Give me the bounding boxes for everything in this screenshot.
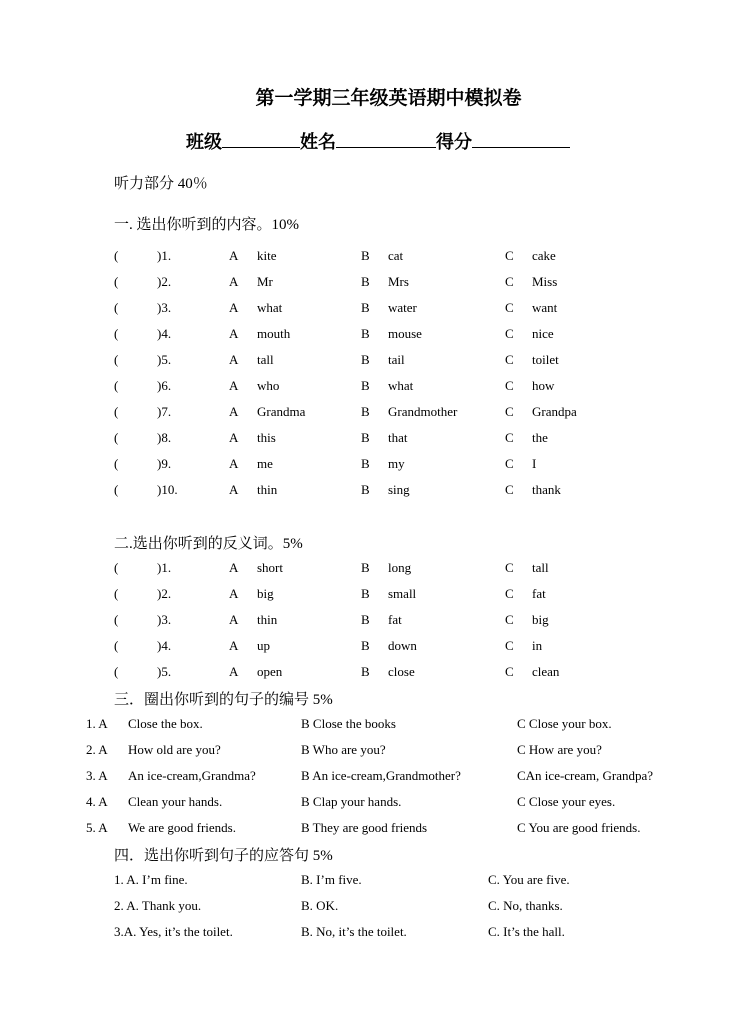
section2-b: fat [388,612,402,627]
class-label: 班级 [186,132,222,152]
section3-a: We are good friends. [128,820,236,835]
section1-paren: ( [114,326,119,341]
section1-item [0,248,737,268]
section1-title: 一. 选出你听到的内容。10% [114,217,299,233]
section1-c-label: C [505,326,514,341]
section1-num: )3. [157,300,172,315]
section1-a-label: A [229,430,239,445]
class-blank[interactable] [222,129,300,148]
section2-a-label: A [229,560,239,575]
section3-num: 1. A [86,716,108,731]
section2-paren: ( [114,612,119,627]
section2-num: )5. [157,664,172,679]
section2-num: )4. [157,638,172,653]
section1-a-label: A [229,274,239,289]
section1-b: water [388,300,417,315]
section2-num: )2. [157,586,172,601]
section1-item [0,378,737,398]
section2-num: )3. [157,612,172,627]
section4-item [0,924,737,944]
section2-b-label: B [361,664,370,679]
section1-c: thank [532,482,561,497]
listening-heading: 听力部分 40％ [114,176,208,192]
section4-a: 3.A. Yes, it’s the toilet. [114,924,233,939]
section2-c: fat [532,586,546,601]
section4-c: C. No, thanks. [488,898,563,913]
section2-b-label: B [361,586,370,601]
section1-b: sing [388,482,410,497]
section1-paren: ( [114,482,119,497]
section1-a-label: A [229,456,239,471]
section3-item [0,742,737,762]
student-info-line [186,128,570,154]
section1-num: )10. [157,482,178,497]
section3-num: 3. A [86,768,108,783]
section1-num: )6. [157,378,172,393]
section1-c: how [532,378,555,393]
section2-a-label: A [229,638,239,653]
section1-b: tail [388,352,405,367]
section1-c: toilet [532,352,559,367]
section4-c: C. It’s the hall. [488,924,565,939]
section1-num: )5. [157,352,172,367]
section1-item [0,430,737,450]
section1-c-label: C [505,352,514,367]
section2-c-label: C [505,586,514,601]
section1-a-label: A [229,404,239,419]
section1-a: Grandma [257,404,306,419]
section3-b: B An ice-cream,Grandmother? [301,768,461,783]
section1-b-label: B [361,274,370,289]
section2-b: long [388,560,412,575]
section4-b: B. OK. [301,898,339,913]
section2-paren: ( [114,638,119,653]
section1-c: Grandpa [532,404,577,419]
section1-b-label: B [361,456,370,471]
section1-b-label: B [361,404,370,419]
section1-b-label: B [361,352,370,367]
section1-num: )4. [157,326,172,341]
section1-a: this [257,430,276,445]
section3-num: 4. A [86,794,108,809]
score-label: 得分 [436,132,472,152]
section1-a: thin [257,482,278,497]
section1-b-label: B [361,326,370,341]
section2-a: thin [257,612,278,627]
section2-item [0,664,737,684]
section2-c: in [532,638,543,653]
section1-b: that [388,430,408,445]
section3-a: An ice-cream,Grandma? [128,768,256,783]
section1-c-label: C [505,456,514,471]
section4-c: C. You are five. [488,872,570,887]
section1-num: )8. [157,430,172,445]
section2-b: down [388,638,417,653]
section1-c-label: C [505,404,514,419]
section1-item [0,300,737,320]
section1-item [0,352,737,372]
section3-c: C How are you? [517,742,602,757]
section1-a: tall [257,352,274,367]
section1-a: what [257,300,283,315]
section2-item [0,638,737,658]
section1-paren: ( [114,378,119,393]
name-label: 姓名 [300,132,336,152]
section1-item [0,456,737,476]
section1-b: what [388,378,414,393]
section1-c: cake [532,248,556,263]
section1-item [0,482,737,502]
section3-a: Close the box. [128,716,203,731]
name-blank[interactable] [336,129,436,148]
section2-paren: ( [114,586,119,601]
section1-c: I [532,456,537,471]
section2-c-label: C [505,560,514,575]
score-blank[interactable] [472,129,570,148]
section1-num: )2. [157,274,172,289]
section2-title: 二.选出你听到的反义词。5% [114,536,303,552]
section1-item [0,326,737,346]
section1-num: )9. [157,456,172,471]
section4-b: B. I’m five. [301,872,362,887]
section2-c: big [532,612,549,627]
section2-a: open [257,664,283,679]
section1-a: me [257,456,273,471]
section4-item [0,872,737,892]
section1-c-label: C [505,248,514,263]
section3-a: How old are you? [128,742,221,757]
section2-a-label: A [229,612,239,627]
section3-num: 5. A [86,820,108,835]
section3-a: Clean your hands. [128,794,223,809]
section1-c-label: C [505,482,514,497]
section2-item [0,586,737,606]
section1-item [0,404,737,424]
section1-a-label: A [229,326,239,341]
section1-b: mouse [388,326,422,341]
section1-a-label: A [229,248,239,263]
section2-a: short [257,560,283,575]
section1-c-label: C [505,300,514,315]
section1-b-label: B [361,482,370,497]
section2-b: close [388,664,415,679]
section1-a-label: A [229,482,239,497]
section1-c: the [532,430,548,445]
section3-b: B Close the books [301,716,396,731]
section1-b-label: B [361,248,370,263]
section2-c: clean [532,664,560,679]
section4-a: 1. A. I’m fine. [114,872,188,887]
section1-b: cat [388,248,404,263]
section1-paren: ( [114,352,119,367]
section1-a: Mr [257,274,273,289]
section3-b: B They are good friends [301,820,428,835]
section2-a-label: A [229,586,239,601]
section1-a-label: A [229,352,239,367]
section1-b-label: B [361,300,370,315]
section4-b: B. No, it’s the toilet. [301,924,407,939]
section4-a: 2. A. Thank you. [114,898,202,913]
section1-b: Grandmother [388,404,458,419]
section2-c-label: C [505,638,514,653]
section1-a: mouth [257,326,291,341]
section1-paren: ( [114,248,119,263]
section1-a-label: A [229,300,239,315]
section2-a-label: A [229,664,239,679]
section4-item [0,898,737,918]
section1-b: my [388,456,405,471]
section1-paren: ( [114,274,119,289]
section2-b-label: B [361,612,370,627]
section2-c: tall [532,560,549,575]
section2-b: small [388,586,417,601]
section1-num: )7. [157,404,172,419]
section1-c: nice [532,326,554,341]
section2-a: up [257,638,270,653]
section1-paren: ( [114,404,119,419]
section2-num: )1. [157,560,172,575]
section3-item [0,820,737,840]
section1-b-label: B [361,430,370,445]
section3-c: C Close your eyes. [517,794,616,809]
section1-paren: ( [114,300,119,315]
section2-paren: ( [114,664,119,679]
section3-b: B Who are you? [301,742,386,757]
section1-c-label: C [505,378,514,393]
section1-c-label: C [505,274,514,289]
section3-num: 2. A [86,742,108,757]
section3-item [0,716,737,736]
section3-c: C You are good friends. [517,820,641,835]
section2-b-label: B [361,560,370,575]
section2-paren: ( [114,560,119,575]
section1-a-label: A [229,378,239,393]
section1-a: kite [257,248,277,263]
section1-c: Miss [532,274,558,289]
section2-item [0,612,737,632]
section4-title: 四．选出你听到句子的应答句 5% [114,848,333,864]
section1-paren: ( [114,456,119,471]
section1-c: want [532,300,558,315]
section3-title: 三．圈出你听到的句子的编号 5% [114,692,333,708]
section1-b-label: B [361,378,370,393]
section3-c: CAn ice-cream, Grandpa? [517,768,654,783]
section3-item [0,768,737,788]
section1-a: who [257,378,280,393]
section3-c: C Close your box. [517,716,612,731]
section1-c-label: C [505,430,514,445]
section3-item [0,794,737,814]
section2-b-label: B [361,638,370,653]
section1-b: Mrs [388,274,409,289]
section3-b: B Clap your hands. [301,794,402,809]
section2-a: big [257,586,274,601]
section2-c-label: C [505,664,514,679]
section2-item [0,560,737,580]
page-title: 第一学期三年级英语期中模拟卷 [255,88,522,109]
section1-item [0,274,737,294]
section1-paren: ( [114,430,119,445]
section1-num: )1. [157,248,172,263]
section2-c-label: C [505,612,514,627]
